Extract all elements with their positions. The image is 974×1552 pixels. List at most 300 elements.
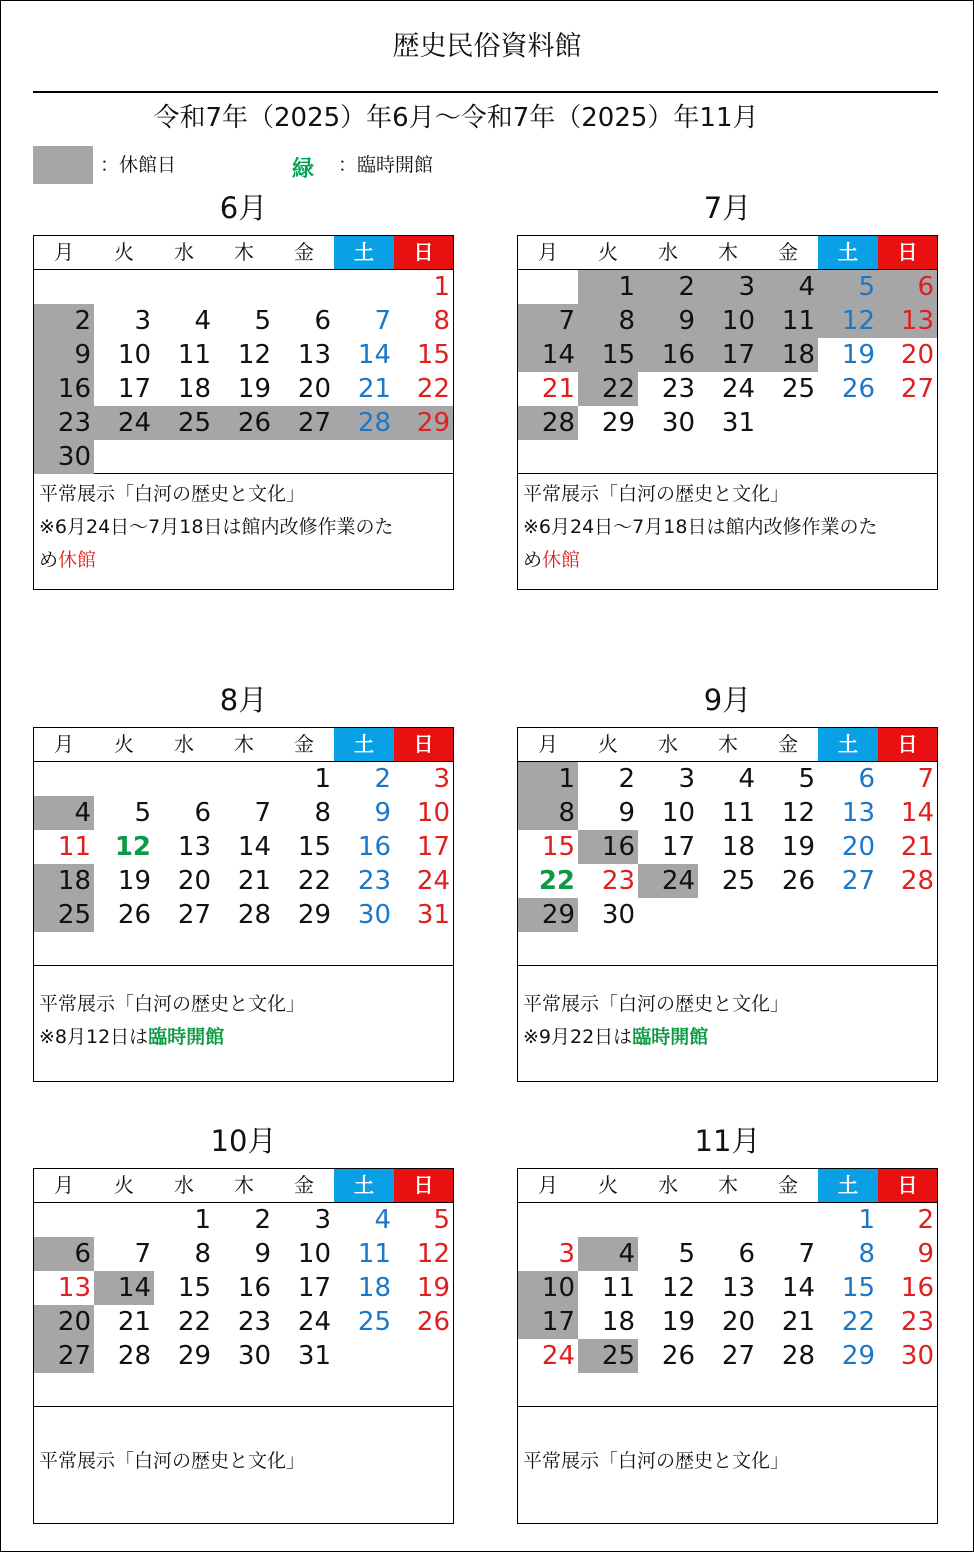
weekday-6: 日 [394,728,453,761]
note-closed-word: 休館 [542,549,581,571]
month-title: 7月 [703,191,752,225]
day-cell: 14 [94,1271,154,1305]
day-cell: 1 [518,762,578,796]
day-cell: 23 [237,1307,271,1337]
day-cell: 17 [518,1305,578,1339]
weekday-3: 木 [234,240,254,264]
day-cell: 3 [134,306,151,336]
day-cell: 27 [177,900,211,930]
note-text: ※8月12日は [39,1026,149,1048]
title-divider [33,91,938,93]
empty-cell [334,1339,394,1373]
day-cell: 5 [818,270,878,304]
day-cell: 15 [541,832,575,862]
day-cell: 11 [601,1273,635,1303]
week-row [518,830,937,864]
weekday-3: 木 [234,732,254,756]
day-cell: 13 [841,798,875,828]
day-cell: 26 [117,900,151,930]
day-cell: 5 [678,1239,695,1269]
day-cell: 12 [114,832,151,862]
empty-cell [334,270,394,304]
day-cell: 14 [357,340,391,370]
day-cell: 24 [297,1307,331,1337]
day-cell: 20 [721,1307,755,1337]
day-cell: 8 [518,796,578,830]
week-row [518,932,937,966]
day-cell: 8 [433,306,450,336]
week-row [518,796,937,830]
day-cell: 1 [858,1205,875,1235]
day-cell: 8 [578,304,638,338]
day-cell: 4 [34,796,94,830]
empty-cell [334,1373,394,1407]
week-row [34,1237,453,1271]
week-row [518,372,937,406]
day-cell: 3 [698,270,758,304]
day-cell: 14 [900,798,934,828]
week-row [34,406,453,440]
day-cell: 28 [518,406,578,440]
note-closed-word: 休館 [58,549,97,571]
day-cell: 31 [416,900,450,930]
empty-cell [698,1373,758,1407]
week-row [518,1237,937,1271]
day-cell: 24 [541,1341,575,1371]
day-cell: 19 [117,866,151,896]
week-row [518,1305,937,1339]
day-cell: 6 [858,764,875,794]
week-row [34,1305,453,1339]
day-cell: 10 [518,1271,578,1305]
day-cell: 2 [917,1205,934,1235]
day-cell: 15 [297,832,331,862]
day-cell: 21 [781,1307,815,1337]
day-cell: 29 [394,406,453,440]
weekday-6: 日 [394,1169,453,1202]
calendar-note [517,965,938,1082]
day-cell: 4 [374,1205,391,1235]
month-title: 9月 [703,683,752,717]
day-cell: 18 [34,864,94,898]
empty-cell [818,1373,878,1407]
empty-cell [154,762,214,796]
empty-cell [878,932,937,966]
weekday-2: 水 [174,732,194,756]
day-cell: 8 [314,798,331,828]
day-cell: 9 [254,1239,271,1269]
day-cell: 13 [57,1273,91,1303]
day-cell: 2 [34,304,94,338]
day-cell: 31 [297,1341,331,1371]
week-row [518,1339,937,1373]
day-cell: 19 [781,832,815,862]
empty-cell [878,1373,937,1407]
weekday-header [34,1169,453,1203]
empty-cell [334,440,394,474]
day-cell: 18 [177,374,211,404]
week-row [34,762,453,796]
day-cell: 23 [900,1307,934,1337]
weekday-header [518,728,937,762]
day-cell: 30 [601,900,635,930]
day-cell: 7 [374,306,391,336]
weekday-4: 金 [294,732,314,756]
day-cell: 27 [274,406,334,440]
day-cell: 2 [618,764,635,794]
week-row [34,372,453,406]
day-cell: 15 [841,1273,875,1303]
day-cell: 29 [297,900,331,930]
day-cell: 19 [841,340,875,370]
day-cell: 7 [518,304,578,338]
day-cell: 16 [578,830,638,864]
note-special-open-word: 臨時開館 [148,1026,225,1048]
legend-special-open-label: ：臨時開館 [338,154,434,176]
note-text: め [523,549,543,571]
empty-cell [94,1203,154,1237]
note-exhibit: 平常展示「白河の歴史と文化」 [39,993,306,1015]
day-cell: 19 [416,1273,450,1303]
calendar-grid [33,1168,454,1407]
weekday-2: 水 [174,1173,194,1197]
day-cell: 10 [117,340,151,370]
weekday-1: 火 [114,732,134,756]
calendar-grid [33,235,454,474]
empty-cell [698,1203,758,1237]
day-cell: 11 [721,798,755,828]
day-cell: 28 [237,900,271,930]
calendar-note [33,473,454,590]
weekday-6: 日 [878,1169,937,1202]
day-cell: 27 [900,374,934,404]
day-cell: 3 [558,1239,575,1269]
week-row [34,1203,453,1237]
day-cell: 8 [194,1239,211,1269]
day-cell: 5 [134,798,151,828]
week-row [518,270,937,304]
calendar-grid [517,1168,938,1407]
day-cell: 23 [357,866,391,896]
week-row [34,270,453,304]
day-cell: 30 [237,1341,271,1371]
day-cell: 20 [297,374,331,404]
day-cell: 25 [721,866,755,896]
empty-cell [94,270,154,304]
day-cell: 19 [237,374,271,404]
day-cell: 22 [578,372,638,406]
empty-cell [94,1373,154,1407]
empty-cell [154,270,214,304]
weekday-2: 水 [658,240,678,264]
weekday-4: 金 [294,1173,314,1197]
empty-cell [638,440,698,474]
empty-cell [274,440,334,474]
legend-green-mark: 緑 [292,157,315,182]
day-cell: 10 [416,798,450,828]
weekday-4: 金 [778,732,798,756]
day-cell: 26 [661,1341,695,1371]
week-row [34,1373,453,1407]
day-cell: 26 [841,374,875,404]
month-title: 11月 [694,1124,761,1158]
day-cell: 17 [698,338,758,372]
week-row [34,338,453,372]
day-cell: 20 [177,866,211,896]
empty-cell [698,440,758,474]
day-cell: 3 [678,764,695,794]
day-cell: 8 [858,1239,875,1269]
page-title: 歴史民俗資料館 [392,31,582,62]
day-cell: 30 [900,1341,934,1371]
day-cell: 12 [416,1239,450,1269]
note-exhibit: 平常展示「白河の歴史と文化」 [39,1450,306,1472]
day-cell: 21 [541,374,575,404]
week-row [34,796,453,830]
day-cell: 17 [661,832,695,862]
day-cell: 23 [601,866,635,896]
day-cell: 28 [900,866,934,896]
empty-cell [758,1203,818,1237]
day-cell: 21 [357,374,391,404]
empty-cell [578,1203,638,1237]
day-cell: 28 [117,1341,151,1371]
empty-cell [214,270,274,304]
day-cell: 13 [878,304,937,338]
day-cell: 13 [721,1273,755,1303]
day-cell: 9 [34,338,94,372]
day-cell: 14 [781,1273,815,1303]
weekday-4: 金 [778,1173,798,1197]
day-cell: 1 [433,272,450,302]
weekday-0: 月 [538,240,558,264]
day-cell: 17 [297,1273,331,1303]
day-cell: 25 [357,1307,391,1337]
empty-cell [818,406,878,440]
day-cell: 14 [237,832,271,862]
week-row [34,304,453,338]
note-closure: ※6月24日～7月18日は館内改修作業のた [523,516,878,538]
day-cell: 4 [578,1237,638,1271]
empty-cell [518,1203,578,1237]
calendar-period: 令和7年（2025）年6月～令和7年（2025）年11月 [153,103,759,133]
day-cell: 14 [518,338,578,372]
week-row [34,898,453,932]
empty-cell [758,440,818,474]
weekday-0: 月 [54,732,74,756]
weekday-1: 火 [598,1173,618,1197]
day-cell: 17 [416,832,450,862]
empty-cell [518,1373,578,1407]
day-cell: 2 [254,1205,271,1235]
empty-cell [578,1373,638,1407]
week-row [518,1203,937,1237]
day-cell: 3 [314,1205,331,1235]
empty-cell [518,440,578,474]
empty-cell [638,898,698,932]
empty-cell [878,406,937,440]
day-cell: 29 [177,1341,211,1371]
day-cell: 28 [334,406,394,440]
day-cell: 20 [34,1305,94,1339]
day-cell: 12 [781,798,815,828]
empty-cell [34,270,94,304]
day-cell: 9 [638,304,698,338]
week-row [518,406,937,440]
day-cell: 30 [661,408,695,438]
weekday-5: 土 [818,236,878,269]
weekday-5: 土 [818,1169,878,1202]
calendar-note [517,473,938,590]
day-cell: 13 [177,832,211,862]
day-cell: 16 [638,338,698,372]
day-cell: 21 [900,832,934,862]
note-exhibit: 平常展示「白河の歴史と文化」 [523,483,790,505]
day-cell: 24 [721,374,755,404]
empty-cell [214,440,274,474]
empty-cell [34,1373,94,1407]
week-row [518,864,937,898]
day-cell: 27 [34,1339,94,1373]
empty-cell [878,898,937,932]
day-cell: 7 [254,798,271,828]
month-title: 10月 [210,1124,277,1158]
day-cell: 4 [738,764,755,794]
empty-cell [518,932,578,966]
note-closure-cont [34,544,453,577]
empty-cell [758,932,818,966]
empty-cell [818,898,878,932]
weekday-3: 木 [718,240,738,264]
weekday-2: 水 [174,240,194,264]
day-cell: 4 [194,306,211,336]
day-cell: 22 [538,866,575,896]
weekday-3: 木 [718,732,738,756]
empty-cell [518,270,578,304]
day-cell: 16 [900,1273,934,1303]
empty-cell [758,898,818,932]
empty-cell [214,1373,274,1407]
day-cell: 6 [738,1239,755,1269]
week-row [34,830,453,864]
day-cell: 20 [841,832,875,862]
day-cell: 11 [758,304,818,338]
week-row [518,304,937,338]
note-text: ※9月22日は [523,1026,633,1048]
month-title: 6月 [219,191,268,225]
empty-cell [758,1373,818,1407]
day-cell: 9 [618,798,635,828]
empty-cell [578,932,638,966]
day-cell: 18 [601,1307,635,1337]
note-special-open [34,1021,453,1054]
week-row [518,762,937,796]
empty-cell [154,1373,214,1407]
empty-cell [394,1339,453,1373]
empty-cell [698,932,758,966]
day-cell: 25 [154,406,214,440]
day-cell: 27 [841,866,875,896]
empty-cell [578,440,638,474]
empty-cell [334,932,394,966]
day-cell: 15 [416,340,450,370]
day-cell: 6 [34,1237,94,1271]
day-cell: 3 [433,764,450,794]
day-cell: 21 [237,866,271,896]
day-cell: 17 [117,374,151,404]
legend-closed-swatch [33,146,93,184]
day-cell: 18 [357,1273,391,1303]
day-cell: 16 [237,1273,271,1303]
note-exhibit: 平常展示「白河の歴史と文化」 [39,483,306,505]
day-cell: 2 [374,764,391,794]
note-special-open [518,1021,937,1054]
day-cell: 22 [841,1307,875,1337]
day-cell: 15 [177,1273,211,1303]
week-row [34,440,453,474]
empty-cell [698,898,758,932]
calendar-note [33,1406,454,1524]
day-cell: 11 [177,340,211,370]
day-cell: 26 [781,866,815,896]
day-cell: 29 [841,1341,875,1371]
weekday-4: 金 [778,240,798,264]
day-cell: 22 [177,1307,211,1337]
day-cell: 16 [357,832,391,862]
weekday-header [34,236,453,270]
weekday-5: 土 [334,236,394,269]
empty-cell [638,1373,698,1407]
day-cell: 10 [698,304,758,338]
day-cell: 18 [721,832,755,862]
empty-cell [154,440,214,474]
weekday-3: 木 [234,1173,254,1197]
day-cell: 29 [518,898,578,932]
day-cell: 10 [297,1239,331,1269]
week-row [518,1373,937,1407]
note-special-open-word: 臨時開館 [632,1026,709,1048]
week-row [518,898,937,932]
note-exhibit: 平常展示「白河の歴史と文化」 [523,993,790,1015]
empty-cell [274,932,334,966]
day-cell: 23 [661,374,695,404]
day-cell: 12 [818,304,878,338]
day-cell: 12 [237,340,271,370]
day-cell: 25 [781,374,815,404]
weekday-0: 月 [538,1173,558,1197]
day-cell: 31 [721,408,755,438]
empty-cell [154,932,214,966]
note-text: め [39,549,59,571]
day-cell: 1 [314,764,331,794]
weekday-4: 金 [294,240,314,264]
note-closure: ※6月24日～7月18日は館内改修作業のた [39,516,394,538]
weekday-6: 日 [878,728,937,761]
day-cell: 24 [638,864,698,898]
weekday-5: 土 [818,728,878,761]
empty-cell [94,762,154,796]
weekday-2: 水 [658,732,678,756]
day-cell: 7 [917,764,934,794]
day-cell: 9 [917,1239,934,1269]
day-cell: 12 [661,1273,695,1303]
empty-cell [394,1373,453,1407]
empty-cell [214,932,274,966]
weekday-header [518,1169,937,1203]
week-row [34,864,453,898]
weekday-1: 火 [598,732,618,756]
day-cell: 6 [194,798,211,828]
